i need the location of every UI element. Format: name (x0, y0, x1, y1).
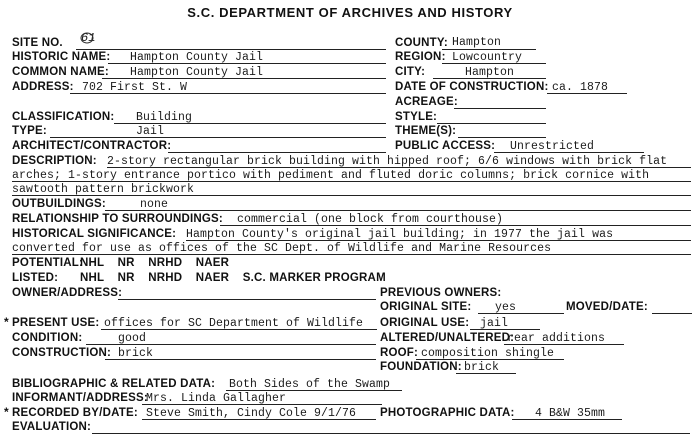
moved-date-rule (652, 313, 692, 314)
historical-significance-line: converted for use as offices of the SC Dept. of Wildlife and Marine Resources (12, 242, 552, 255)
site-no-value: 61 (81, 31, 96, 45)
type-rule (50, 137, 386, 138)
description-rule (12, 195, 691, 196)
description-line: sawtooth pattern brickwork (12, 183, 195, 196)
county-value: Hampton (452, 36, 502, 49)
themes-rule (458, 137, 546, 138)
historic-name-label: HISTORIC NAME: (12, 51, 111, 63)
relationship-value: commercial (one block from courthouse) (237, 213, 504, 226)
style-label: STYLE: (395, 111, 438, 123)
condition-label: CONDITION: (12, 332, 83, 344)
altered-label: ALTERED/UNALTERED: (380, 332, 515, 344)
photographic-data-value: 4 B&W 35mm (535, 407, 606, 420)
original-use-label: ORIGINAL USE: (380, 317, 470, 329)
historical-significance-rule (186, 240, 691, 241)
city-value: Hampton (465, 66, 515, 79)
listed-options: NHL NR NRHD NAER S.C. MARKER PROGRAM (80, 272, 386, 284)
construction-value: brick (118, 347, 154, 360)
foundation-label: FOUNDATION: (380, 361, 462, 373)
classification-value: Building (136, 111, 193, 124)
informant-label: INFORMANT/ADDRESS: (12, 392, 148, 404)
asterisk-mark: * (4, 405, 9, 419)
form-title: S.C. DEPARTMENT OF ARCHIVES AND HISTORY (187, 5, 513, 20)
historical-significance-rule (12, 254, 691, 255)
altered-value: rear additions (507, 332, 606, 345)
county-rule (442, 49, 536, 50)
address-label: ADDRESS: (12, 81, 74, 93)
original-site-value: yes (495, 301, 517, 314)
historical-significance-line: Hampton County's original jail building; in 1977 the jail was (186, 228, 614, 241)
description-line: 2-story rectangular brick building with hipped roof; 6/6 windows with brick flat (107, 155, 668, 168)
listed-label: LISTED: (12, 272, 59, 284)
type-label: TYPE: (12, 125, 47, 137)
date-of-construction-label: DATE OF CONSTRUCTION: (395, 81, 549, 93)
date-of-construction-value: ca. 1878 (552, 81, 609, 94)
evaluation-rule (92, 433, 690, 434)
potential-options: NHL NR NRHD NAER (80, 257, 230, 269)
photographic-data-label: PHOTOGRAPHIC DATA: (380, 407, 515, 419)
moved-date-label: MOVED/DATE: (566, 301, 648, 313)
construction-label: CONSTRUCTION: (12, 347, 112, 359)
original-use-value: jail (480, 317, 509, 330)
asterisk-mark: * (4, 315, 9, 329)
architect-label: ARCHITECT/CONTRACTOR: (12, 140, 172, 152)
owner-address-label: OWNER/ADDRESS: (12, 287, 123, 299)
evaluation-label: EVALUATION: (12, 421, 92, 433)
site-no-label: SITE NO. (12, 37, 63, 49)
address-value: 702 First St. W (82, 81, 188, 94)
style-rule (437, 123, 546, 124)
foundation-value: brick (464, 361, 500, 374)
acreage-rule (454, 108, 546, 109)
description-rule (107, 167, 691, 168)
public-access-label: PUBLIC ACCESS: (395, 140, 496, 152)
description-line: arches; 1-story entrance portico with pediment and fluted doric columns; brick cornice with (12, 169, 650, 182)
outbuildings-rule (105, 210, 691, 211)
site-no-rule (76, 49, 386, 50)
bibliographic-label: BIBLIOGRAPHIC & RELATED DATA: (12, 378, 216, 390)
original-site-rule (478, 313, 564, 314)
site-no-circle-mark (80, 32, 94, 44)
architect-rule (168, 152, 386, 153)
city-label: CITY: (395, 66, 426, 78)
original-site-label: ORIGINAL SITE: (380, 301, 472, 313)
common-name-label: COMMON NAME: (12, 66, 109, 78)
region-value: Lowcountry (452, 51, 523, 64)
potential-label: POTENTIAL: (12, 257, 83, 269)
type-value: Jail (136, 125, 165, 138)
roof-label: ROOF: (380, 347, 419, 359)
recorded-by-value: Steve Smith, Cindy Cole 9/1/76 (146, 407, 357, 420)
roof-value: composition shingle (421, 347, 555, 360)
themes-label: THEME(S): (395, 125, 457, 137)
common-name-value: Hampton County Jail (130, 66, 264, 79)
region-label: REGION: (395, 51, 446, 63)
recorded-by-label: RECORDED BY/DATE: (12, 407, 138, 419)
relationship-label: RELATIONSHIP TO SURROUNDINGS: (12, 213, 223, 225)
public-access-value: Unrestricted (510, 140, 595, 153)
acreage-label: ACREAGE: (395, 96, 458, 108)
classification-label: CLASSIFICATION: (12, 111, 115, 123)
condition-value: good (118, 332, 147, 345)
present-use-value: offices for SC Department of Wildlife (104, 317, 364, 330)
description-rule (12, 181, 691, 182)
outbuildings-value: none (140, 198, 169, 211)
present-use-label: PRESENT USE: (12, 317, 100, 329)
historic-name-value: Hampton County Jail (130, 51, 264, 64)
outbuildings-label: OUTBUILDINGS: (12, 198, 106, 210)
description-label: DESCRIPTION: (12, 155, 97, 167)
previous-owners-label: PREVIOUS OWNERS: (380, 287, 502, 299)
county-label: COUNTY: (395, 37, 448, 49)
historical-significance-label: HISTORICAL SIGNIFICANCE: (12, 228, 177, 240)
owner-address-rule (118, 299, 376, 300)
informant-value: Mrs. Linda Gallagher (146, 392, 287, 405)
bibliographic-value: Both Sides of the Swamp (229, 378, 391, 391)
